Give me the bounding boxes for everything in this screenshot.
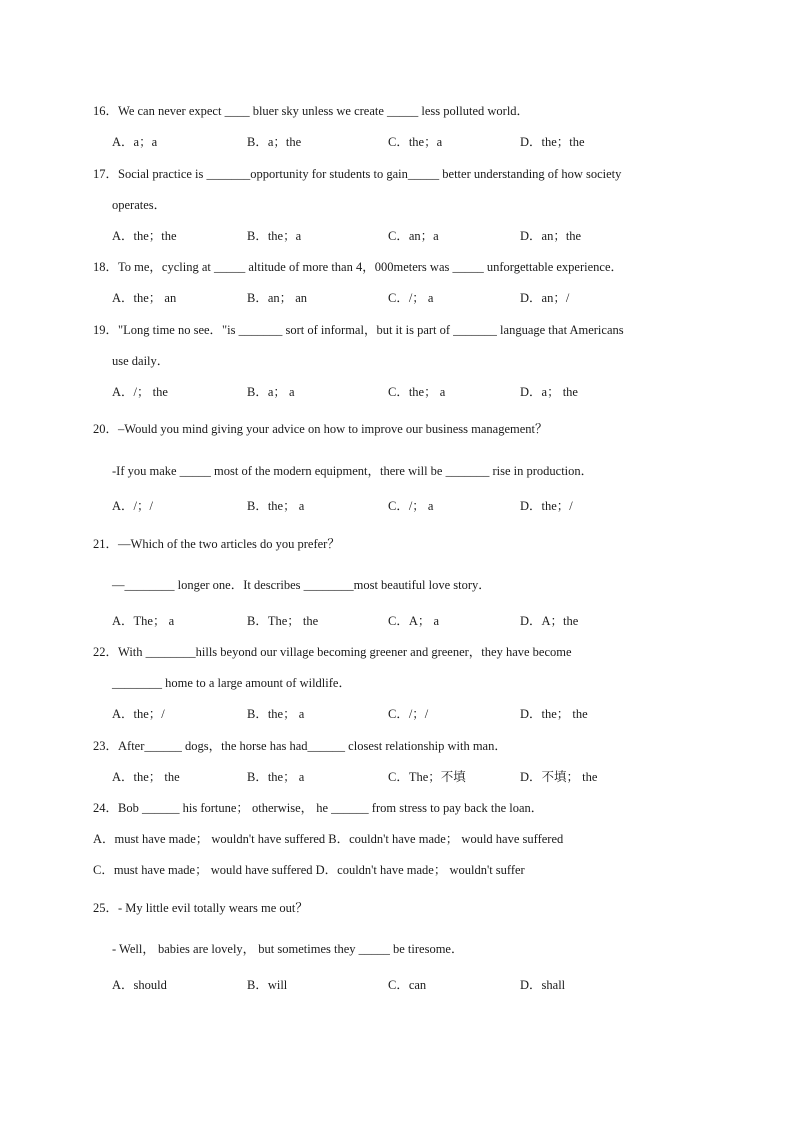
option-b[interactable]: B．The； the xyxy=(247,614,319,628)
option-a[interactable]: A．/；/ xyxy=(112,499,153,513)
options-c-d[interactable]: C．must have made； would have suffered D．couldn't have made； wouldn't suffer xyxy=(93,863,525,877)
option-a[interactable]: A．The； a xyxy=(112,614,175,628)
question-23-stem: 23．After______ dogs，the horse has had______ closest relationship with man． xyxy=(93,739,507,753)
question-18-stem: 18．To me，cycling at _____ altitude of more than 4，000meters was _____ unforgettable experience． xyxy=(93,260,624,274)
option-c[interactable]: C．The；不填 xyxy=(388,770,466,784)
option-b[interactable]: B．the； a xyxy=(247,707,305,721)
option-d[interactable]: D．the； the xyxy=(520,707,588,721)
options-a-b[interactable]: A．must have made； wouldn't have suffered B．couldn't have made； would have suffered xyxy=(93,832,564,846)
option-d[interactable]: D．an；the xyxy=(520,229,582,243)
option-d[interactable]: D．a； the xyxy=(520,385,578,399)
question-22-stem-cont: ________ home to a large amount of wildlife． xyxy=(112,676,351,690)
question-16-stem: 16．We can never expect ____ bluer sky unless we create _____ less polluted world． xyxy=(93,104,530,118)
option-c[interactable]: C．A； a xyxy=(388,614,440,628)
option-b[interactable]: B．an； an xyxy=(247,291,308,305)
option-d[interactable]: D．an；/ xyxy=(520,291,570,305)
option-a[interactable]: A．a；a xyxy=(112,135,158,149)
option-d[interactable]: D．不填； the xyxy=(520,770,598,784)
option-a[interactable]: A．the；/ xyxy=(112,707,165,721)
question-25-stem: 25．- My little evil totally wears me out？ xyxy=(93,901,308,915)
question-17-stem: 17．Social practice is _______opportunity for students to gain_____ better understanding of how society xyxy=(93,167,622,181)
question-20-stem-cont: -If you make _____ most of the modern equipment，there will be _______ rise in production． xyxy=(112,464,594,478)
option-b[interactable]: B．a； a xyxy=(247,385,295,399)
question-25-stem-cont: - Well， babies are lovely， but sometimes they _____ be tiresome． xyxy=(112,942,464,956)
question-19-stem-cont: use daily． xyxy=(112,354,170,368)
option-d[interactable]: D．the；/ xyxy=(520,499,573,513)
option-c[interactable]: C．the； a xyxy=(388,385,446,399)
option-c[interactable]: C．/；/ xyxy=(388,707,429,721)
option-b[interactable]: B．the；a xyxy=(247,229,302,243)
question-21-stem: 21．—Which of the two articles do you prefer？ xyxy=(93,537,340,551)
option-b[interactable]: B．a；the xyxy=(247,135,302,149)
option-c[interactable]: C．an；a xyxy=(388,229,439,243)
option-a[interactable]: A．/； the xyxy=(112,385,168,399)
option-b[interactable]: B．will xyxy=(247,978,288,992)
question-24-stem: 24．Bob ______ his fortune； otherwise， he ______ from stress to pay back the loan． xyxy=(93,801,544,815)
question-19-stem: 19．"Long time no see．"is _______ sort of informal，but it is part of _______ language that Americans xyxy=(93,323,624,337)
option-d[interactable]: D．A；the xyxy=(520,614,579,628)
option-c[interactable]: C．/； a xyxy=(388,499,434,513)
option-a[interactable]: A．the； the xyxy=(112,770,180,784)
question-17-stem-cont: operates． xyxy=(112,198,167,212)
option-c[interactable]: C．can xyxy=(388,978,427,992)
option-c[interactable]: C．the；a xyxy=(388,135,443,149)
option-b[interactable]: B．the； a xyxy=(247,770,305,784)
option-a[interactable]: A．the；the xyxy=(112,229,177,243)
option-d[interactable]: D．shall xyxy=(520,978,566,992)
option-a[interactable]: A．should xyxy=(112,978,167,992)
option-c[interactable]: C．/； a xyxy=(388,291,434,305)
question-22-stem: 22．With ________hills beyond our village becoming greener and greener，they have become xyxy=(93,645,572,659)
question-21-stem-cont: —________ longer one．It describes ________most beautiful love story． xyxy=(112,578,491,592)
option-d[interactable]: D．the；the xyxy=(520,135,585,149)
option-a[interactable]: A．the； an xyxy=(112,291,177,305)
option-b[interactable]: B．the； a xyxy=(247,499,305,513)
question-20-stem: 20．–Would you mind giving your advice on how to improve our business management？ xyxy=(93,422,548,436)
